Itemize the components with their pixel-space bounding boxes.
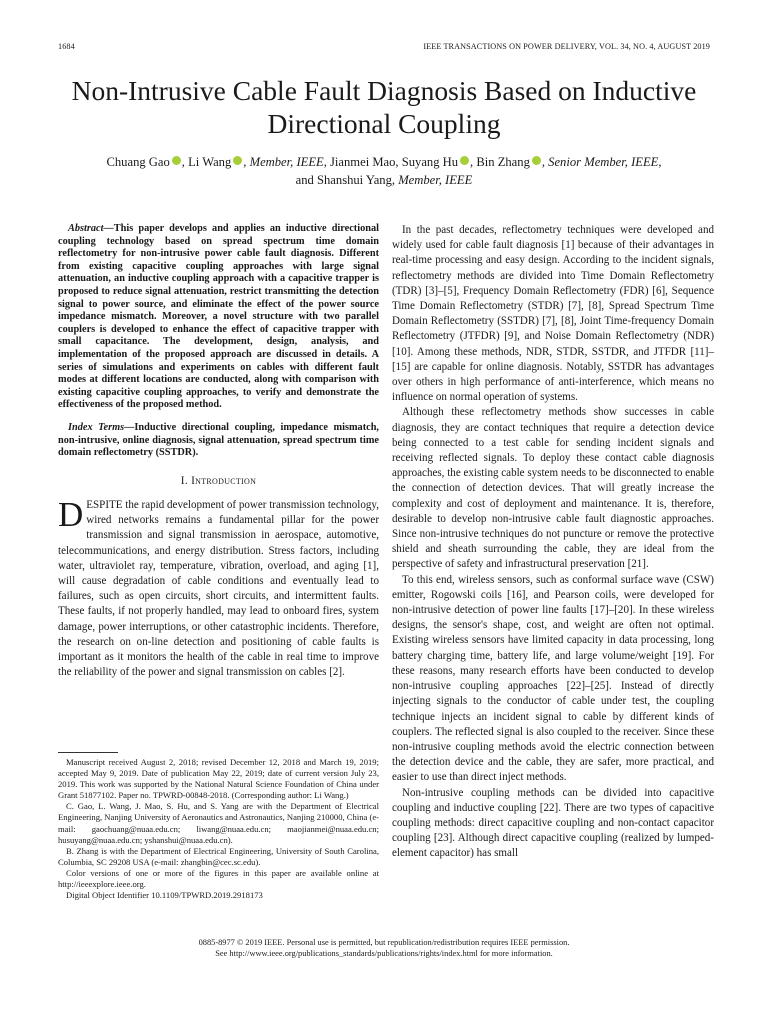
body-paragraph: In the past decades, reflectometry techniques were developed and widely used for cable fault diagnosis [1] because of their advantages in real-time processing and easy design. According to the incident signals, reflectometry methods are divided into Time Domain Reflectometry (TDR) [3]–[5], Frequency Domain Reflectometry (FDR) [6], Sequence Time Domain Reflectometry (STDR) [7], [8], Spread Spectrum Time Domain Reflectometry (SSTDR) [7], [8], Joint Time-frequency Domain Reflectometry (JTFDR) [9], and Noise Domain Reflectometry (NDR) [10]. Among these methods, NDR, STDR, SSTDR, and JTFDR [11]–[15] are capable for online diagnosis. Notably, SSTDR has advantages over others in high performance of anti-interference, which means no influence on normal operation of systems.	[392, 224, 714, 404]
author-name: Jianmei Mao	[330, 155, 396, 169]
footnote-affiliation: C. Gao, L. Wang, J. Mao, S. Hu, and S. Yang are with the Department of Electrical Engineering, Nanjing University of Aeronautics and Astronautics, Nanjing 210000, China (e-mail: gaochuang@nuaa.edu.cn; liwang@nuaa.edu.cn; maojianmei@nuaa.edu.cn; husuyang@nuaa.edu.cn; yshanshui@nuaa.edu.cn).	[58, 801, 380, 845]
author-name: and Shanshui Yang	[295, 172, 392, 187]
body-paragraph: Although these reflectometry methods show successes in cable diagnosis, they are contact techniques that require a detection device being connected to a test cable for sending incident signals and receiving reflected signals. To deploy these contact cable diagnosis approaches, the existing cable system needs to be disconnected to enable the connection of detection devices. That will greatly increase the complexity and cost of deployment and maintenance. It is, therefore, desirable to develop non-intrusive cable fault diagnostic approaches. Since non-intrusive techniques do not puncture or remove the protective shield and sheath surrounding the cable, they are ideal from the perspective of safety and infrastructural preservation [21].	[392, 406, 714, 571]
paper-title: Non-Intrusive Cable Fault Diagnosis Based on Inductive Directional Coupling	[71, 75, 697, 139]
author-name: Li Wang	[188, 155, 232, 169]
orcid-icon[interactable]	[172, 156, 181, 165]
footnote-doi: Digital Object Identifier 10.1109/TPWRD.2019.2918173	[66, 890, 263, 901]
right-column	[392, 223, 714, 862]
running-header: IEEE TRANSACTIONS ON POWER DELIVERY, VOL. 34, NO. 4, AUGUST 2019	[423, 42, 710, 51]
drop-cap: D	[58, 494, 84, 534]
index-terms-text: Inductive directional coupling, impedance mismatch, non-intrusive, online diagnosis, signal attenuation, spread spectrum time domain reflectometry (SSTDR).	[58, 421, 379, 459]
footnote-color-versions: Color versions of one or more of the figures in this paper are available online at http://ieeexplore.ieee.org.	[58, 867, 379, 890]
body-paragraph: To this end, wireless sensors, such as conformal surface wave (CSW) emitter, Rogowski coils [16], and Pearson coils, were developed for non-intrusive detection of power line faults [17]–[20]. In these wireless designs, the sensor's shape, cost, and weight are often not optimal. Existing wireless sensors have limited capacity in data processing, long battery charging time, battery life, and large volume/weight [19]. For these reasons, many research efforts have been conducted to develop non-intrusive coupling approaches [22]–[25]. Instead of directly injecting signals to the conductor of cable under test, the coupling technique injects an incident signal to cable by different kinds of couplers. The reflected signal is also coupled to the receiver. Since these non-intrusive coupling methods avoid the electric connection between the detection device and the cable, they are safer, more practical, and easier to use than direct inject methods.	[392, 573, 714, 784]
footnote-divider	[58, 752, 118, 753]
orcid-icon[interactable]	[233, 156, 242, 165]
author-list: Chuang Gao , Li Wang , Member, IEEE, Jianmei Mao, Suyang Hu , Bin Zhang , Senior Member, IEEE, and Shanshui Yang, Member, IEEE	[106, 155, 662, 187]
footnote-manuscript: Manuscript received August 2, 2018; revised December 12, 2018 and March 19, 2019; accepted May 9, 2019. Date of publication May 22, 2019; date of current version July 23, 2019. This work was supported by the National Natural Science Foundation of China under Grant 51877102. Paper no. TPWRD-00848-2018. (Corresponding author: Li Wang.)	[58, 757, 379, 801]
index-terms	[58, 422, 379, 460]
footnotes	[58, 757, 379, 901]
left-column	[58, 223, 379, 680]
copyright-line: 0885-8977 © 2019 IEEE. Personal use is permitted, but republication/redistribution requires IEEE permission.	[198, 938, 570, 947]
author-role: Senior Member, IEEE	[548, 155, 659, 169]
author-name: Chuang Gao	[106, 155, 170, 169]
abstract	[58, 223, 379, 412]
body-paragraph: Non-intrusive coupling methods can be divided into capacitive coupling and inductive coupling [22]. There are two types of capacitive coupling methods: direct capacitive coupling and non-contact capacitor coupling [23]. Although direct capacitive coupling (realized by lumped-element capacitor) has small	[392, 786, 714, 860]
page-number: 1684	[58, 42, 75, 51]
author-name: Suyang Hu	[401, 155, 459, 169]
index-terms-label: Index Terms—	[68, 421, 135, 433]
copyright-footer	[40, 938, 728, 960]
orcid-icon[interactable]	[460, 156, 469, 165]
intro-text: ESPITE the rapid development of power transmission technology, wired networks remains a fundamental pillar for the power transmission and signal transmission in aerospace, automotive, telecommunications, and energy distribution. Stress factors, including water, ultraviolet ray, temperature, vibration, overload, and aging [1], will cause degradation of cable conditions and eventually lead to failures, such as open circuits, short circuits, and intermittent faults. These faults, if not properly handled, may lead to onboard fires, system damage, power interruptions, or other catastrophic incidents. Therefore, the research on on-line detection and positioning of cable faults is important as it monitors the health of the cable in real time to improve the reliability of the power and signal transmission on cables [2].	[58, 498, 379, 679]
orcid-icon[interactable]	[532, 156, 541, 165]
section-heading: I. Introduction	[180, 474, 257, 487]
author-role: Member, IEEE	[249, 155, 324, 169]
abstract-text: This paper develops and applies an inductive directional coupling technology based on spread spectrum time domain reflectometry for non-intrusive power cable fault diagnosis. Different from existing capacitive coupling approaches with large signal attenuation, an inductive coupling approach with a capacitive trapper is proposed to reduce signal attenuation, restrict transmitting the detection signal to power source, and eliminate the effect of the power source impedance mismatch. Moreover, a novel structure with two parallel couplers is developed to enhance the effect of capacitive trapper with small capacitance. The development, design, analysis, and implementation of the proposed approach are discussed in details. A series of simulations and experiments on cables with different fault modes at different locations are conducted, along with comparison with existing capacitive coupling approaches, to verify and demonstrate the effectiveness of the proposed method.	[58, 223, 379, 411]
intro-paragraph	[58, 494, 379, 680]
author-role: Member, IEEE	[398, 172, 473, 187]
abstract-label: Abstract—	[68, 223, 114, 234]
rights-link[interactable]: See http://www.ieee.org/publications_standards/publications/rights/index.html for more information.	[215, 948, 553, 958]
footnote-affiliation: B. Zhang is with the Department of Electrical Engineering, University of South Carolina, Columbia, SC 29208 USA (e-mail: zhangbin@cec.sc.edu).	[58, 845, 379, 867]
author-name: Bin Zhang	[476, 155, 530, 169]
